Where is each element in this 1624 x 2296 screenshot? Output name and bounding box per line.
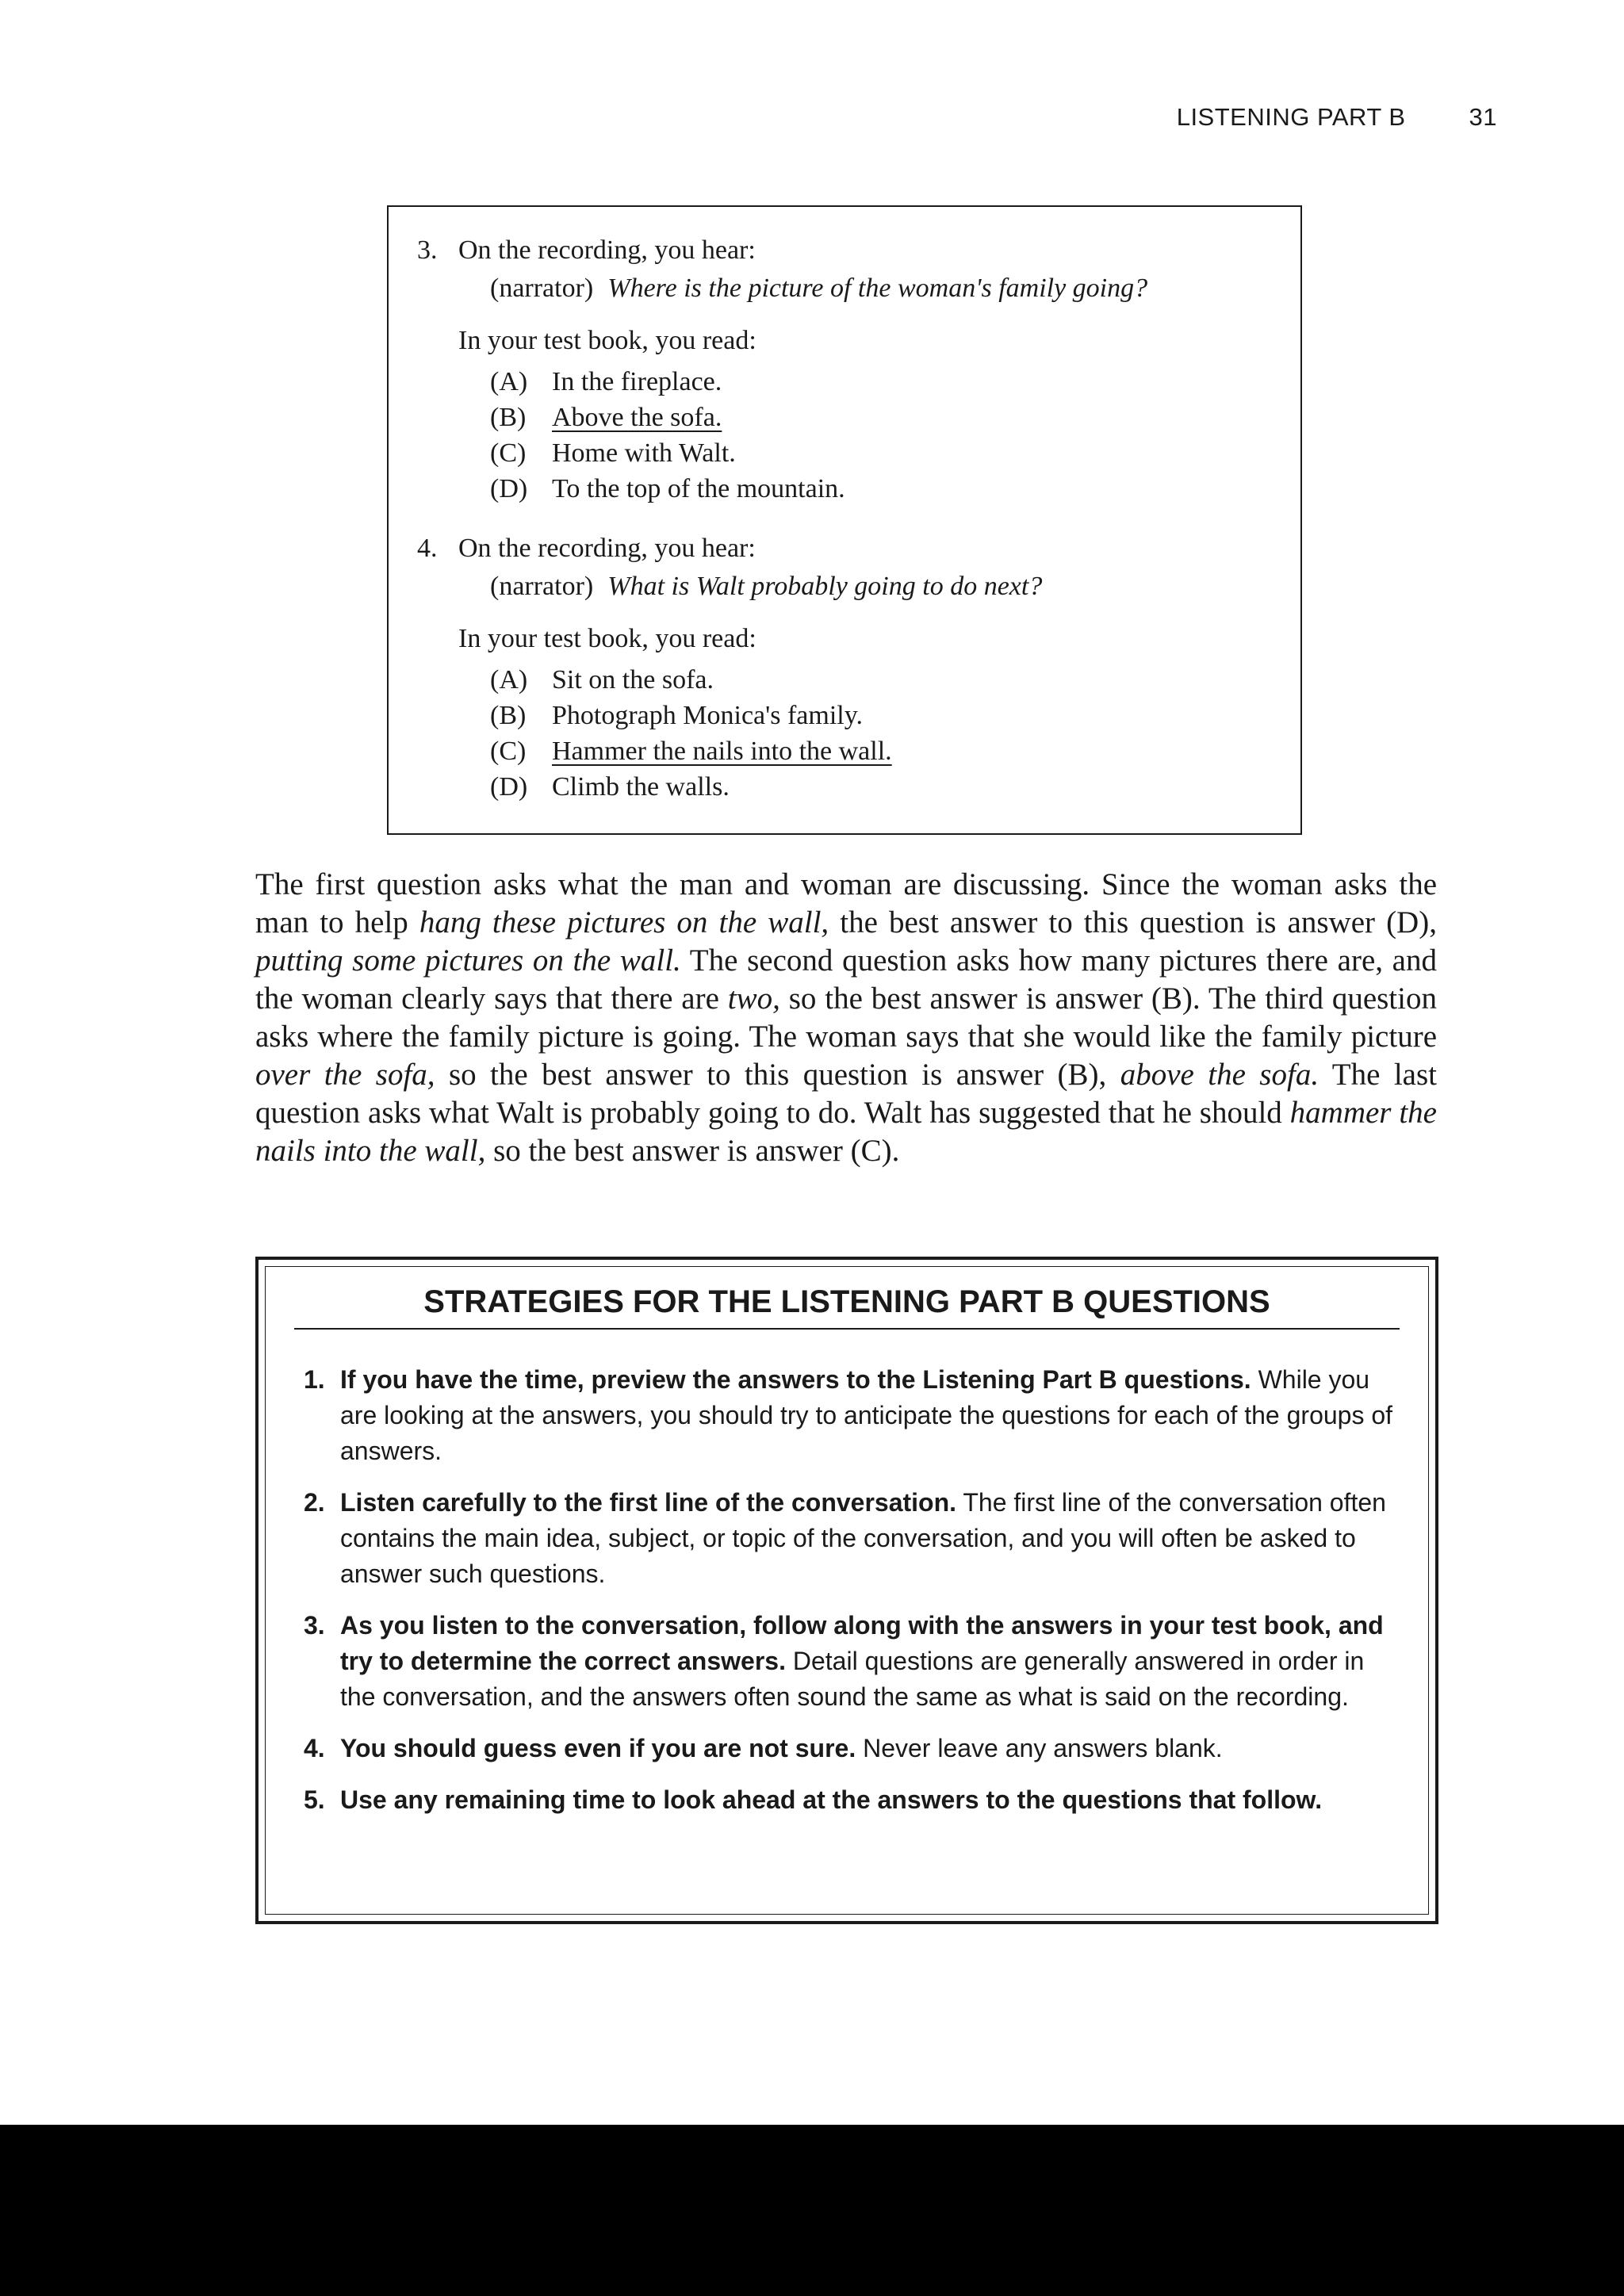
explanation-paragraph: The first question asks what the man and woman are discussing. Since the woman asks the man to help hang these pictures on the wall, the best answer to this question is answer (D), putting some pictures on the wall. The second question asks how many pictures there are, and the woman clearly says that there are two, so the best answer is answer (B). The third question asks where the family picture is going. The woman says that she would like the family picture over the sofa, so the best answer to this question is answer (B), above the sofa. The last question asks what Walt is probably going to do. Walt has suggested that he should hammer the nails into the wall, so the best answer is answer (C). <box>255 867 1437 1168</box>
emphasis: above the sofa. <box>1120 1058 1320 1092</box>
emphasis: hammer the nails into the wall, <box>255 1096 1437 1168</box>
strategy-item: 5. Use any remaining time to look ahead at the answers to the questions that follow. <box>304 1785 1323 1814</box>
choice-d: (D) To the top of the mountain. <box>490 474 845 503</box>
strategy-item: 1. If you have the time, preview the answers to the Listening Part B questions. While you are looking at the answers, you should try to anticipate the questions for each of the groups of answers. <box>304 1365 1393 1465</box>
choice-b: (B) Photograph Monica's family. <box>490 701 864 730</box>
strategy-item: 2. Listen carefully to the first line of the conversation. The first line of the conversation often contains the main idea, subject, or topic of the conversation, and you will often be asked to answer such questions. <box>304 1488 1386 1588</box>
speaker: (narrator) <box>490 572 594 601</box>
choice-c-correct: (C) Hammer the nails into the wall. <box>490 737 892 766</box>
choice-a: (A) In the fireplace. <box>490 367 722 396</box>
choice-b-correct: (B) Above the sofa. <box>490 403 722 432</box>
emphasis: putting some pictures on the wall. <box>255 943 681 978</box>
question-number: 3. <box>417 235 438 265</box>
question-number: 4. <box>417 534 438 563</box>
strategy-item: 4. You should guess even if you are not sure. Never leave any answers blank. <box>304 1734 1223 1762</box>
read-label: In your test book, you read: <box>458 624 756 653</box>
choice-d: (D) Climb the walls. <box>490 772 730 802</box>
hear-label: On the recording, you hear: <box>458 534 756 563</box>
narrator-question: What is Walt probably going to do next? <box>607 572 1043 601</box>
narrator-line <box>490 270 1147 306</box>
speaker: (narrator) <box>490 274 594 303</box>
choice-a: (A) Sit on the sofa. <box>490 665 714 695</box>
emphasis: hang these pictures on the wall, <box>419 905 829 939</box>
running-head <box>1177 103 1497 132</box>
hear-label: On the recording, you hear: <box>458 235 756 265</box>
page-number: 31 <box>1469 103 1497 131</box>
read-label: In your test book, you read: <box>458 326 756 355</box>
strategies-box <box>255 1257 1438 1924</box>
scan-bottom-edge <box>0 2125 1624 2296</box>
strategies-title: STRATEGIES FOR THE LISTENING PART B QUESTIONS <box>294 1284 1400 1330</box>
choice-c: (C) Home with Walt. <box>490 438 736 468</box>
narrator-question: Where is the picture of the woman's family going? <box>607 274 1148 303</box>
emphasis: two, <box>727 982 780 1016</box>
strategies-list <box>285 1362 1396 1834</box>
example-box <box>387 205 1302 835</box>
emphasis: over the sofa, <box>255 1058 435 1092</box>
strategy-item: 3. As you listen to the conversation, follow along with the answers in your test book, and try to determine the correct answers. Detail questions are generally answered in order in the conversation, and the answers often sound the same as what is said on the recording. <box>304 1611 1384 1711</box>
section-title: LISTENING PART B <box>1176 103 1406 131</box>
strategies-inner-frame <box>265 1266 1429 1915</box>
narrator-line <box>490 568 1042 604</box>
